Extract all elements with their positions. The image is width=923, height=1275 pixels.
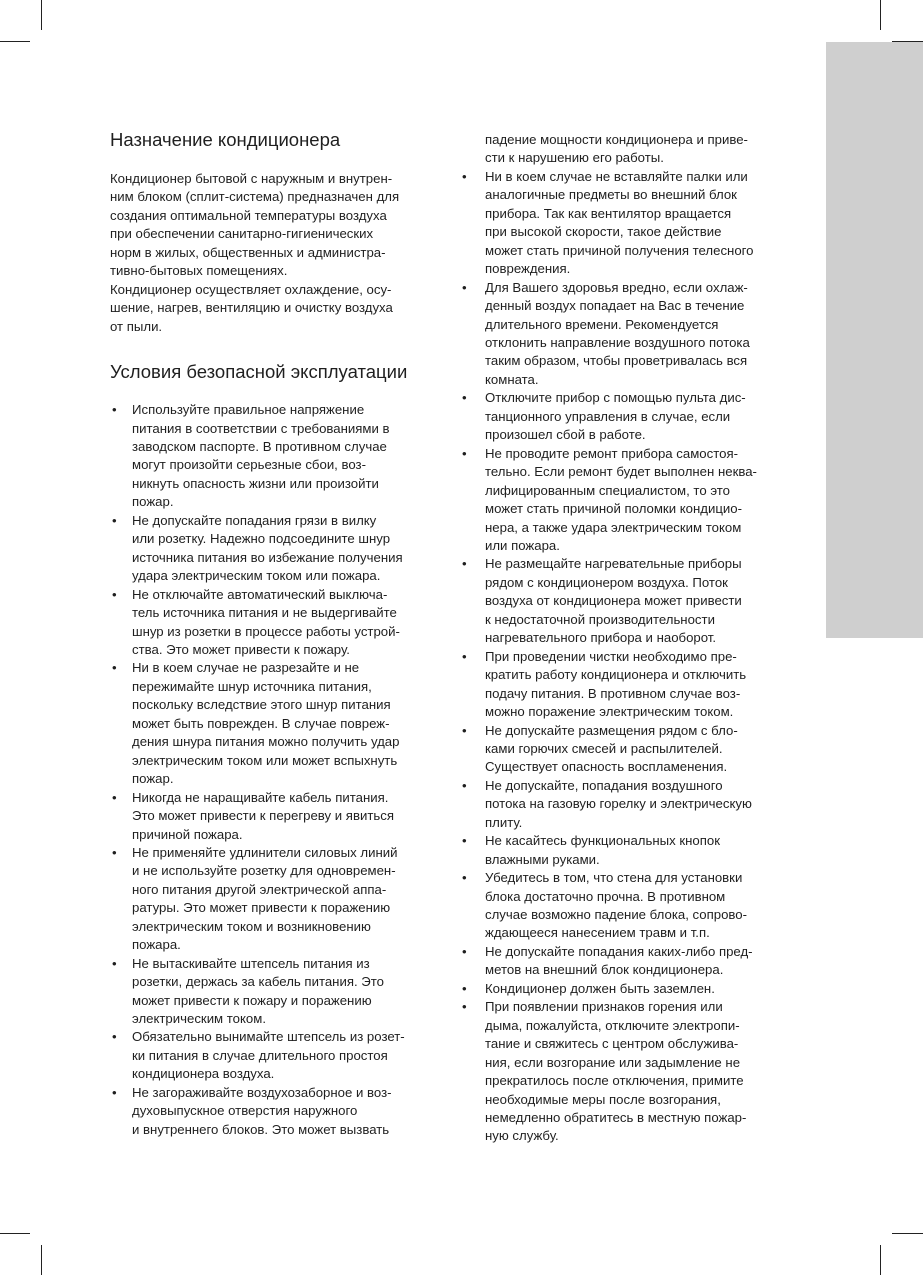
bullet-icon: •: [462, 648, 467, 664]
text-line: шнур из розетки в процессе работы устрой-: [132, 623, 400, 639]
text-line: может стать причиной получения телесного: [485, 242, 754, 258]
bullet-icon: •: [462, 445, 467, 461]
list-item: [463, 998, 793, 1146]
list-item: [463, 389, 793, 444]
text-line: повреждения.: [485, 261, 571, 277]
text-line: лифицированным специалистом, то это: [485, 482, 730, 498]
text-line: или розетку. Надежно подсоедините шнур: [132, 531, 391, 547]
text-line: никнуть опасность жизни или произойти: [132, 475, 379, 491]
text-line: Не отключайте автоматический выключа-: [132, 586, 388, 602]
text-line: таким образом, чтобы проветривалась вся: [485, 353, 748, 369]
text-line: рядом с кондиционером воздуха. Поток: [485, 574, 728, 590]
text-line: при обеспечении санитарно-гигиенических: [110, 226, 374, 242]
purpose-text: [110, 170, 438, 336]
list-item: [110, 955, 438, 1029]
left-column: [110, 128, 438, 1139]
bullet-icon: •: [112, 955, 117, 971]
text-line: прибора. Так как вентилятор вращается: [485, 205, 732, 221]
text-line: заводском паспорте. В противном случае: [132, 438, 387, 454]
list-item: [110, 1028, 438, 1083]
bullet-icon: •: [462, 999, 467, 1015]
text-line: ждающееся нанесением травм и т.п.: [485, 925, 710, 941]
text-line: Не размещайте нагревательные приборы: [485, 556, 742, 572]
paragraph: [110, 170, 438, 281]
text-line: пережимайте шнур источника питания,: [132, 678, 372, 694]
text-line: пожара.: [132, 937, 181, 953]
bullet-icon: •: [112, 1029, 117, 1045]
crop-mark: [41, 1245, 42, 1275]
bullet-icon: •: [112, 844, 117, 860]
text-line: денный воздух попадает на Вас в течение: [485, 298, 745, 314]
text-line: может быть поврежден. В случае повреж-: [132, 715, 390, 731]
crop-mark: [41, 0, 42, 30]
text-line: Кондиционер должен быть заземлен.: [485, 980, 715, 996]
list-item: [463, 555, 793, 647]
crop-mark: [0, 41, 30, 42]
list-item: [463, 980, 793, 998]
bullet-icon: •: [462, 943, 467, 959]
text-line: Это может привести к перегреву и явиться: [132, 808, 394, 824]
bullet-icon: •: [462, 279, 467, 295]
list-item: [463, 279, 793, 390]
text-line: случае возможно падение блока, сопрово-: [485, 907, 748, 923]
bullet-icon: •: [112, 1084, 117, 1100]
bullet-icon: •: [462, 777, 467, 793]
text-line: источника питания во избежание получения: [132, 549, 403, 565]
list-item: [463, 648, 793, 722]
text-line: Для Вашего здоровья вредно, если охлаж-: [485, 279, 748, 295]
list-item: [463, 168, 793, 279]
text-line: произошел сбой в работе.: [485, 427, 646, 443]
purpose-heading: Назначение кондиционера: [110, 129, 341, 150]
bullet-icon: •: [112, 512, 117, 528]
text-line: шение, нагрев, вентиляцию и очистку воздуха: [110, 300, 393, 316]
text-line: Не допускайте попадания каких-либо пред-: [485, 943, 753, 959]
text-line: воздуха от кондиционера может привести: [485, 593, 742, 609]
text-line: необходимые меры после возгорания,: [485, 1091, 721, 1107]
list-item: [463, 722, 793, 777]
text-line: Кондиционер осуществляет охлаждение, осу-: [110, 281, 392, 297]
safety-list-left: [110, 401, 438, 1139]
bullet-icon: •: [462, 870, 467, 886]
text-line: пожар.: [132, 771, 174, 787]
text-line: Отключите прибор с помощью пульта дис-: [485, 390, 746, 406]
text-line: тель источника питания и не выдергивайте: [132, 605, 397, 621]
text-line: питания в соответствии с требованиями в: [132, 420, 390, 436]
bullet-icon: •: [462, 390, 467, 406]
text-line: кондиционера воздуха.: [132, 1066, 275, 1082]
list-item: [463, 445, 793, 556]
text-line: Убедитесь в том, что стена для установки: [485, 870, 743, 886]
text-line: Не применяйте удлинители силовых линий: [132, 844, 398, 860]
text-line: ную службу.: [485, 1128, 559, 1144]
list-item: [110, 586, 438, 660]
text-line: ки питания в случае длительного простоя: [132, 1047, 388, 1063]
bullet-icon: •: [462, 980, 467, 996]
text-line: и внутреннего блоков. Это может вызвать: [132, 1121, 390, 1137]
text-line: Обязательно вынимайте штепсель из розет-: [132, 1029, 405, 1045]
text-line: Кондиционер бытовой с наружным и внутрен-: [110, 171, 393, 186]
text-line: электрическим током.: [132, 1011, 266, 1027]
crop-mark: [880, 1245, 881, 1275]
text-line: тание и свяжитесь с центром обслужива-: [485, 1036, 739, 1052]
bullet-icon: •: [112, 586, 117, 602]
text-line: потока на газовую горелку и электрическую: [485, 796, 752, 812]
text-line: прекратилось после отключения, примите: [485, 1073, 744, 1089]
bullet-icon: •: [462, 168, 467, 184]
safety-list-right: [463, 168, 793, 1146]
text-line: ним блоком (сплит-система) предназначен для: [110, 189, 400, 205]
list-item-continuation: [463, 131, 793, 168]
text-line: при высокой скорости, такое действие: [485, 224, 722, 240]
text-line: кратить работу кондиционера и отключить: [485, 667, 747, 683]
text-line: духовыпускное отверстия наружного: [132, 1103, 358, 1119]
bullet-icon: •: [462, 722, 467, 738]
text-line: Не допускайте, попадания воздушного: [485, 777, 723, 793]
bullet-icon: •: [462, 556, 467, 572]
text-line: плиту.: [485, 814, 523, 830]
text-line: тивно-бытовых помещениях.: [110, 263, 288, 279]
text-line: может стать причиной поломки кондицио-: [485, 501, 742, 517]
text-line: подачу питания. В противном случае воз-: [485, 685, 741, 701]
text-line: падение мощности кондиционера и приве-: [485, 132, 748, 147]
text-line: длительного времени. Рекомендуется: [485, 316, 719, 332]
text-line: метов на внешний блок кондиционера.: [485, 962, 724, 978]
text-line: розетки, держась за кабель питания. Это: [132, 974, 384, 990]
text-line: поскольку вследствие этого шнур питания: [132, 697, 391, 713]
text-line: может привести к пожару и поражению: [132, 992, 372, 1008]
list-item: [463, 869, 793, 943]
paragraph: [110, 281, 438, 336]
list-item: [463, 777, 793, 832]
text-line: Не допускайте размещения рядом с бло-: [485, 722, 738, 738]
crop-mark: [880, 0, 881, 30]
list-item: [110, 844, 438, 955]
text-line: нагревательного прибора и наоборот.: [485, 630, 717, 646]
text-line: могут произойти серьезные сбои, воз-: [132, 457, 366, 473]
text-line: сти к нарушению его работы.: [485, 150, 664, 166]
crop-mark: [892, 1233, 923, 1234]
list-item: [110, 789, 438, 844]
list-item: [110, 512, 438, 586]
text-line: создания оптимальной температуры воздуха: [110, 207, 387, 223]
text-line: Не касайтесь функциональных кнопок: [485, 833, 720, 849]
text-line: тельно. Если ремонт будет выполнен неква-: [485, 464, 757, 480]
text-line: отклонить направление воздушного потока: [485, 334, 750, 350]
side-tab: [826, 42, 923, 638]
text-line: Ни в коем случае не разрезайте и не: [132, 660, 360, 676]
list-item: [110, 1084, 438, 1139]
text-line: ками горючих смесей и распылителей.: [485, 740, 723, 756]
text-line: норм в жилых, общественных и администра-: [110, 244, 386, 260]
text-line: дыма, пожалуйста, отключите электропи-: [485, 1017, 740, 1033]
right-column: [463, 131, 793, 1146]
text-line: Никогда не наращивайте кабель питания.: [132, 789, 389, 805]
text-line: немедленно обратитесь в местную пожар-: [485, 1110, 747, 1126]
bullet-icon: •: [112, 789, 117, 805]
crop-mark: [0, 1233, 30, 1234]
text-line: электрическим током и возникновению: [132, 918, 371, 934]
text-line: Не загораживайте воздухозаборное и воз-: [132, 1084, 392, 1100]
text-line: удара электрическим током или пожара.: [132, 568, 381, 584]
bullet-icon: •: [112, 402, 117, 418]
text-line: Ни в коем случае не вставляйте палки или: [485, 168, 748, 184]
text-line: Существует опасность воспламенения.: [485, 759, 728, 775]
bullet-icon: •: [462, 833, 467, 849]
text-line: блока достаточно прочна. В противном: [485, 888, 726, 904]
text-line: Используйте правильное напряжение: [132, 402, 365, 418]
text-line: к недостаточной производительности: [485, 611, 715, 627]
list-item: [463, 832, 793, 869]
text-line: Не вытаскивайте штепсель питания из: [132, 955, 370, 971]
text-line: причиной пожара.: [132, 826, 243, 842]
list-item: [110, 401, 438, 512]
list-item: [463, 943, 793, 980]
text-line: Не проводите ремонт прибора самостоя-: [485, 445, 738, 461]
text-line: и не используйте розетку для одновремен-: [132, 863, 396, 879]
text-line: комната.: [485, 371, 539, 387]
text-line: нера, а также удара электрическим током: [485, 519, 742, 535]
text-line: пожар.: [132, 494, 174, 510]
text-line: танционного управления в случае, если: [485, 408, 731, 424]
text-line: ного питания другой электрической аппа-: [132, 881, 387, 897]
text-line: ства. Это может привести к пожару.: [132, 641, 350, 657]
list-item: [110, 659, 438, 788]
text-line: ратуры. Это может привести к поражению: [132, 900, 391, 916]
text-line: от пыли.: [110, 318, 163, 334]
text-line: При появлении признаков горения или: [485, 999, 723, 1015]
text-line: При проведении чистки необходимо пре-: [485, 648, 737, 664]
text-line: ния, если возгорание или задымление не: [485, 1054, 741, 1070]
text-line: или пожара.: [485, 537, 560, 553]
text-line: можно поражение электрическим током.: [485, 704, 734, 720]
text-line: влажными руками.: [485, 851, 600, 867]
text-line: Не допускайте попадания грязи в вилку: [132, 512, 377, 528]
safety-heading: Условия безопасной эксплуатации: [110, 361, 408, 383]
text-line: электрическим током или может вспыхнуть: [132, 752, 398, 768]
text-line: дения шнура питания можно получить удар: [132, 734, 400, 750]
text-line: аналогичные предметы во внешний блок: [485, 187, 737, 203]
bullet-icon: •: [112, 660, 117, 676]
